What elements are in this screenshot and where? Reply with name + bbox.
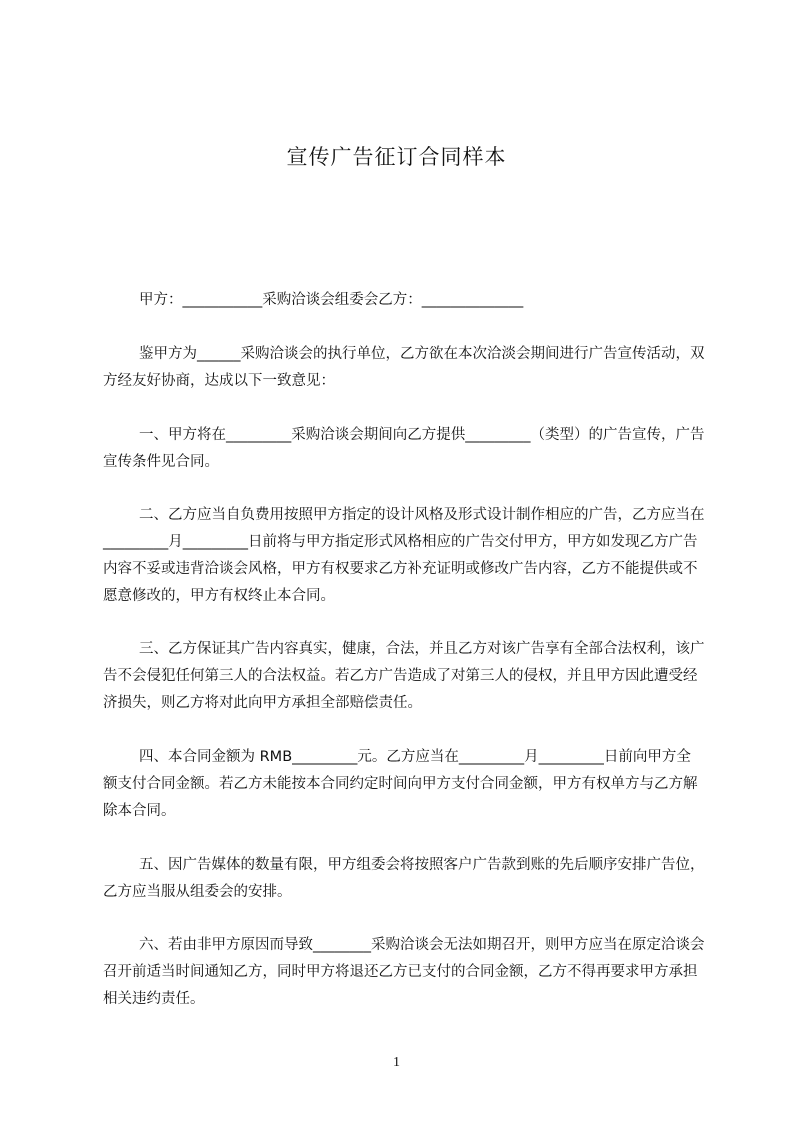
paragraph-clause-5: 五、因广告媒体的数量有限，甲方组委会将按照客户广告款到账的先后顺序安排广告位，乙方应当服从组委会的安排。: [103, 857, 705, 900]
page-number: 1: [393, 1055, 400, 1070]
paragraph-clause-2: 二、乙方应当自负费用按照甲方指定的设计风格及形式设计制作相应的广告，乙方应当在_________月_________日前将与甲方指定形式风格相应的广告交付甲方，甲方如发现乙方广告内容不妥或违背洽谈会风格，甲方有权要求乙方补充证明或修改广告内容，乙方不能提供或不愿意修改的，甲方有权终止本合同。: [103, 507, 705, 604]
paragraph-clause-3: 三、乙方保证其广告内容真实，健康，合法，并且乙方对该广告享有全部合法权利，该广告不会侵犯任何第三人的合法权益。若乙方广告造成了对第三人的侵权，并且甲方因此遭受经济损失，则乙方将对此向甲方承担全部赔偿责任。: [103, 641, 705, 711]
paragraph-clause-1: 一、甲方将在_________采购洽谈会期间向乙方提供_________（类型）的广告宣传，广告宣传条件见合同。: [103, 427, 705, 470]
party-line: 甲方：___________采购洽谈会组委会乙方：______________: [139, 292, 524, 308]
page-title: 宣传广告征订合同样本: [286, 145, 507, 169]
paragraph-clause-6: 六、若由非甲方原因而导致________采购洽谈会无法如期召开，则甲方应当在原定洽谈会召开前适当时间通知乙方，同时甲方将退还乙方已支付的合同金额，乙方不得再要求甲方承担相关违约责任。: [103, 937, 705, 1007]
paragraph-clause-4: 四、本合同金额为 RMB_________元。乙方应当在_________月_________日前向甲方全额支付合同金额。若乙方未能按本合同约定时间向甲方支付合同金额，甲方有权单方与乙方解除本合同。: [103, 749, 698, 819]
paragraph-preamble: 鉴甲方为______采购洽谈会的执行单位，乙方欲在本次洽淡会期间进行广告宣传活动，双方经友好协商，达成以下一致意见：: [103, 346, 705, 389]
